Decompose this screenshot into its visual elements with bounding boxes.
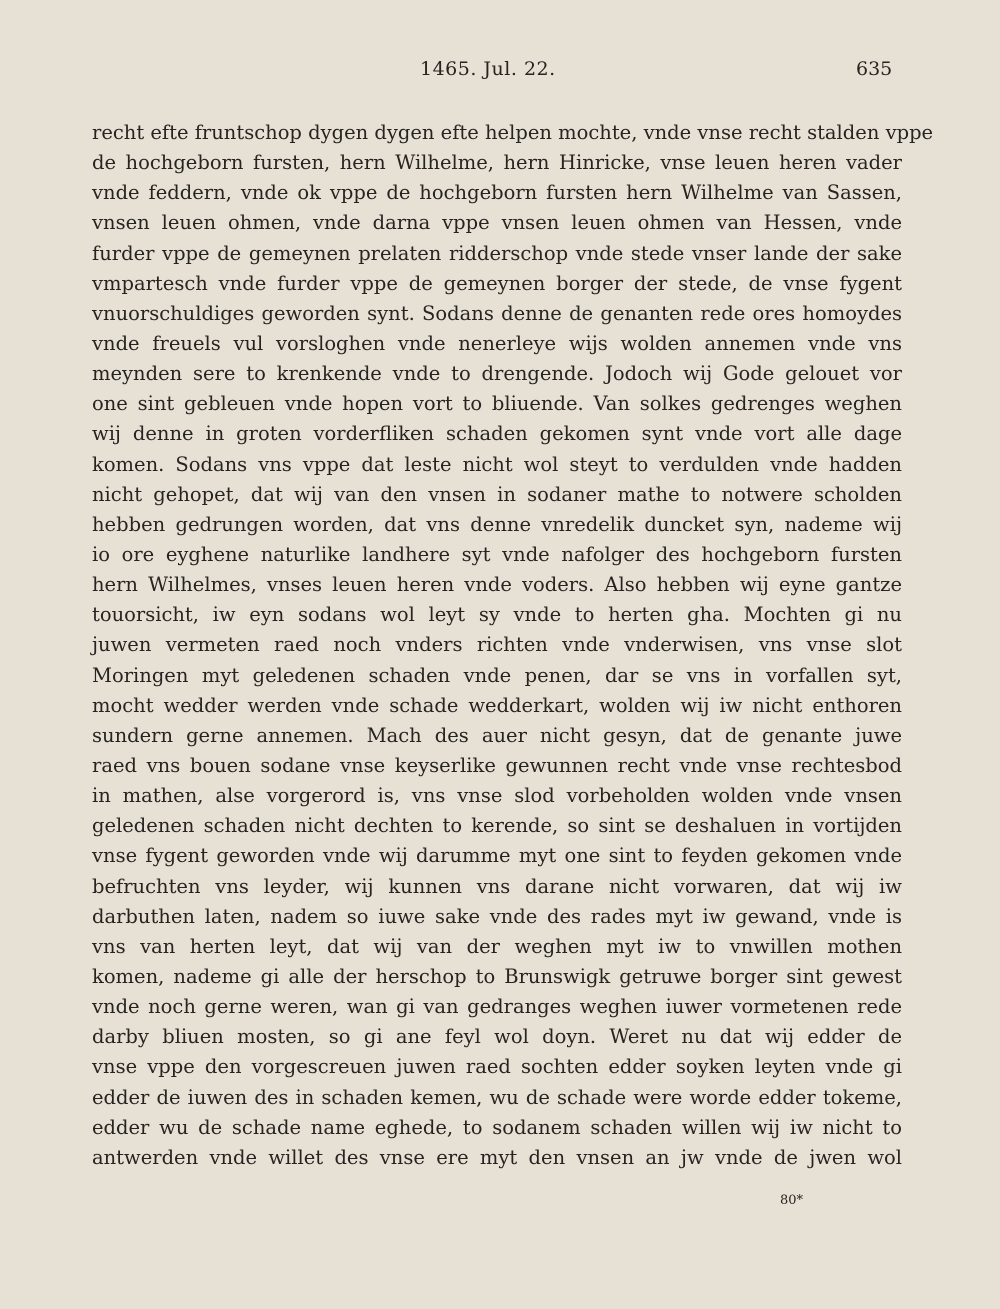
text-line: vmpartesch vnde furder vppe de gemeynen borger der stede, de vnse fygent (92, 271, 902, 295)
header-date: 1465. Jul. 22. (420, 58, 556, 80)
text-line: vns van herten leyt, dat wij van der weghen myt iw to vnwillen mothen (92, 934, 902, 958)
text-line: vnse vppe den vorgescreuen juwen raed sochten edder soyken leyten vnde gi (92, 1055, 902, 1079)
text-line: hern Wilhelmes, vnses leuen heren vnde voders. Also hebben wij eyne gantze (92, 573, 902, 597)
text-line: meynden sere to krenkende vnde to drengende. Jodoch wij Gode gelouet vor (92, 362, 902, 386)
text-line: nicht gehopet, dat wij van den vnsen in sodaner mathe to notwere scholden (92, 482, 902, 506)
text-line: one sint gebleuen vnde hopen vort to bliuende. Van solkes gedrenges weghen (92, 392, 902, 416)
text-line: edder wu de schade name eghede, to sodanem schaden willen wij iw nicht to (92, 1115, 902, 1139)
text-line: vnse fygent geworden vnde wij darumme myt one sint to feyden gekomen vnde (92, 844, 902, 868)
text-line: wij denne in groten vorderfliken schaden gekomen synt vnde vort alle dage (92, 422, 902, 446)
text-line: vnde feddern, vnde ok vppe de hochgeborn fursten hern Wilhelme van Sassen, (92, 181, 902, 205)
text-line: touorsicht, iw eyn sodans wol leyt sy vnde to herten gha. Mochten gi nu (92, 603, 902, 627)
text-line: darby bliuen mosten, so gi ane feyl wol doyn. Weret nu dat wij edder de (92, 1025, 902, 1049)
text-line: geledenen schaden nicht dechten to kerende, so sint se deshaluen in vortijden (92, 814, 902, 838)
text-line: edder de iuwen des in schaden kemen, wu de schade were worde edder tokeme, (92, 1085, 902, 1109)
text-line: vnsen leuen ohmen, vnde darna vppe vnsen leuen ohmen van Hessen, vnde (92, 211, 902, 235)
text-line: komen. Sodans vns vppe dat leste nicht wol steyt to verdulden vnde hadden (92, 452, 902, 476)
signature-mark: 80* (780, 1193, 804, 1208)
text-line: juwen vermeten raed noch vnders richten vnde vnderwisen, vns vnse slot (92, 633, 902, 657)
body-text (92, 118, 934, 1173)
text-line: Moringen myt geledenen schaden vnde penen, dar se vns in vorfallen syt, (92, 663, 902, 687)
text-line: io ore eyghene naturlike landhere syt vnde nafolger des hochgeborn fursten (92, 542, 902, 566)
page-number: 635 (856, 58, 893, 80)
text-line: darbuthen laten, nadem so iuwe sake vnde des rades myt iw gewand, vnde is (92, 904, 902, 928)
text-line: vnde freuels vul vorsloghen vnde nenerleye wijs wolden annemen vnde vns (92, 331, 902, 355)
text-line: mocht wedder werden vnde schade wedderkart, wolden wij iw nicht enthoren (92, 693, 902, 717)
text-line: vnde noch gerne weren, wan gi van gedranges weghen iuwer vormetenen rede (92, 995, 902, 1019)
text-line: raed vns bouen sodane vnse keyserlike gewunnen recht vnde vnse rechtesbod (92, 753, 902, 777)
text-line: de hochgeborn fursten, hern Wilhelme, hern Hinricke, vnse leuen heren vader (92, 151, 902, 175)
text-line: antwerden vnde willet des vnse ere myt den vnsen an jw vnde de jwen wol (92, 1145, 902, 1169)
text-line: befruchten vns leyder, wij kunnen vns darane nicht vorwaren, dat wij iw (92, 874, 902, 898)
text-line: hebben gedrungen worden, dat vns denne vnredelik duncket syn, nademe wij (92, 512, 902, 536)
text-line: komen, nademe gi alle der herschop to Brunswigk getruwe borger sint gewest (92, 964, 902, 988)
text-line: furder vppe de gemeynen prelaten ridderschop vnde stede vnser lande der sake (92, 241, 902, 265)
text-line: in mathen, alse vorgerord is, vns vnse slod vorbeholden wolden vnde vnsen (92, 784, 902, 808)
text-line: sundern gerne annemen. Mach des auer nicht gesyn, dat de genante juwe (92, 723, 902, 747)
text-line: recht efte fruntschop dygen dygen efte helpen mochte, vnde vnse recht stalden vppe (92, 121, 934, 144)
text-line: vnuorschuldiges geworden synt. Sodans denne de genanten rede ores homoydes (92, 301, 902, 325)
